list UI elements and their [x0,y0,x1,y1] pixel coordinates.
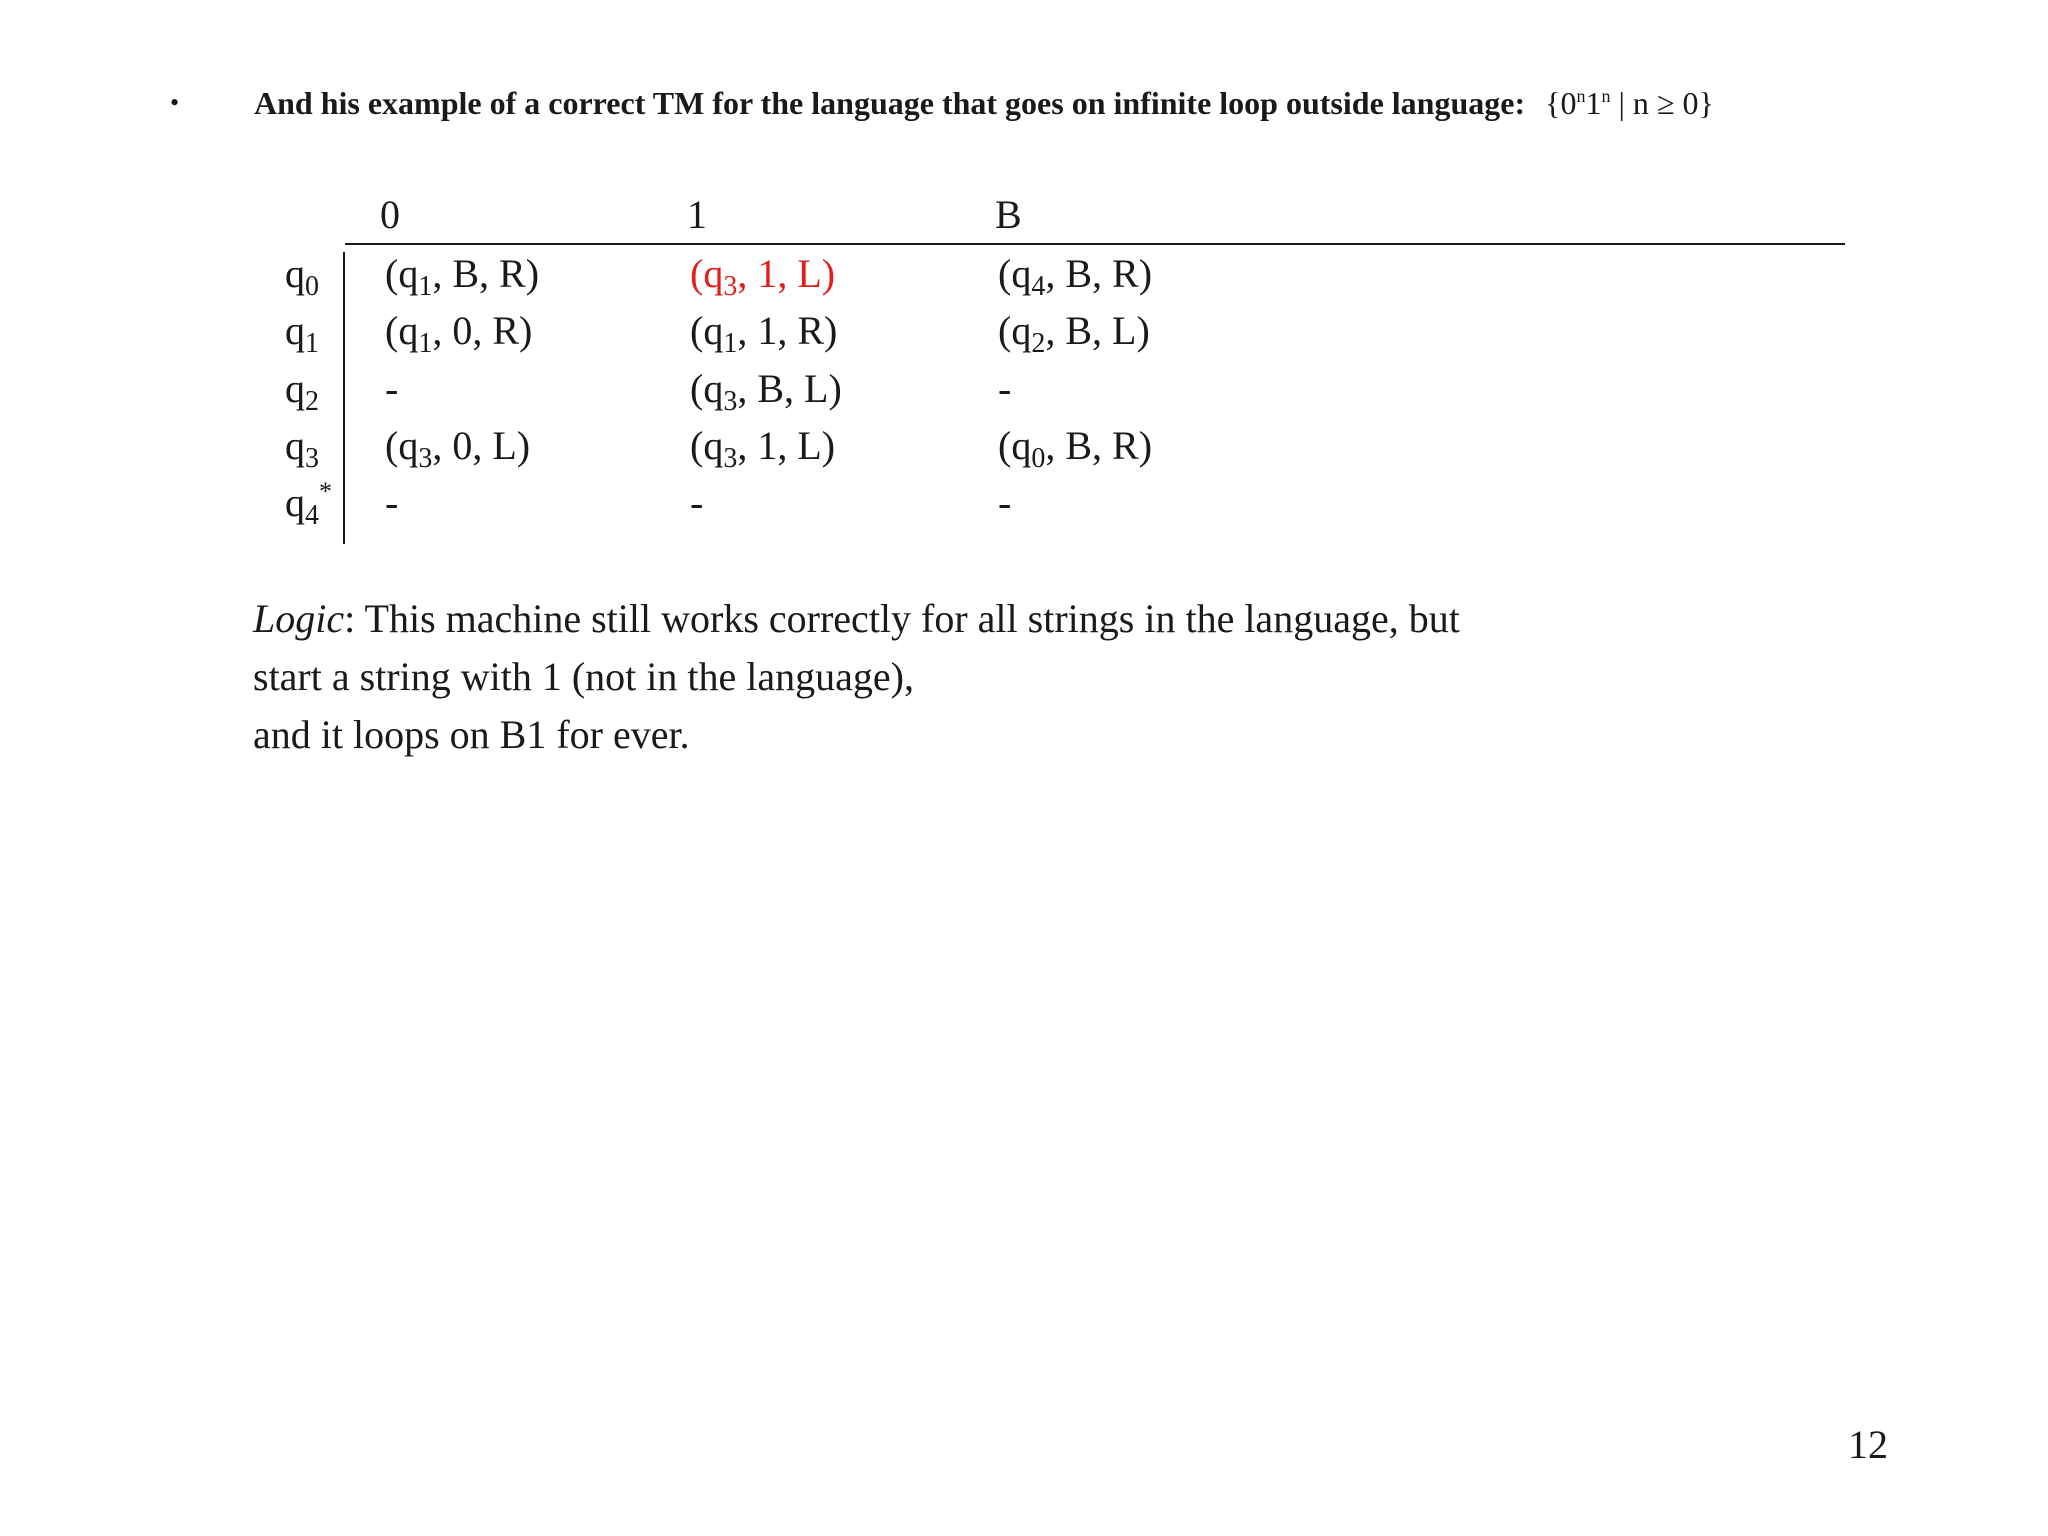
set-exponent-1: n [1576,86,1586,106]
cell-suffix: , 0, R) [432,308,533,353]
cell-suffix: , B, R) [1045,423,1153,468]
table-cell-0 [385,418,530,474]
table-cell-1 [690,361,842,417]
table-cell-b [998,246,1152,302]
state-base: q [285,251,305,296]
cell-dash: - [385,480,399,525]
set-mid: 1 [1585,85,1602,121]
table-cell-1 [690,475,703,531]
table-cell-1 [690,418,835,474]
state-label [285,303,337,359]
table-cell-0 [385,475,398,531]
cell-subscript: 0 [1031,443,1046,474]
cell-prefix: (q [998,308,1032,353]
cell-subscript: 3 [723,271,738,302]
cell-subscript: 2 [1031,328,1046,359]
cell-subscript: 4 [1031,271,1046,302]
bullet-marker: • [170,88,180,117]
cell-suffix: , B, R) [432,251,540,296]
logic-line-2: start a string with 1 (not in the language), [253,654,914,699]
state-label [285,361,337,417]
table-cell-1 [690,246,835,302]
state-subscript: 2 [305,386,319,417]
cell-suffix: , 1, R) [737,308,838,353]
cell-subscript: 1 [418,271,433,302]
state-superscript: * [319,477,332,506]
cell-prefix: (q [385,251,419,296]
logic-line-1-text: : This machine still works correctly for all strings in the language, but [344,596,1460,641]
logic-explanation [253,590,1653,764]
cell-prefix: (q [690,366,724,411]
logic-line-1 [253,590,1653,648]
cell-dash: - [690,480,704,525]
table-cell-1 [690,303,837,359]
state-label [285,246,337,302]
cell-suffix: , B, L) [1045,308,1150,353]
cell-suffix: , 1, L) [737,423,836,468]
state-subscript: 3 [305,443,319,474]
transition-table [0,0,2048,600]
cell-prefix: (q [690,423,724,468]
column-header-1: 1 [687,192,707,237]
state-base: q [285,423,305,468]
table-cell-b [998,303,1150,359]
cell-subscript: 3 [723,443,738,474]
cell-suffix: , B, L) [737,366,842,411]
state-subscript: 0 [305,271,319,302]
cell-prefix: (q [998,251,1032,296]
logic-line-3: and it loops on B1 for ever. [253,712,690,757]
logic-label: Logic [253,596,345,641]
cell-suffix: , B, R) [1045,251,1153,296]
cell-prefix: (q [690,251,724,296]
set-open: {0 [1545,85,1577,121]
cell-prefix: (q [690,308,724,353]
column-header-b: B [995,192,1022,237]
state-subscript: 1 [305,328,319,359]
table-cell-b [998,418,1152,474]
cell-prefix: (q [385,308,419,353]
cell-subscript: 3 [418,443,433,474]
table-cell-b [998,475,1011,531]
cell-subscript: 1 [723,328,738,359]
set-close: | n ≥ 0} [1610,85,1714,121]
state-base: q [285,480,305,525]
state-label [285,418,337,474]
table-cell-0 [385,246,539,302]
set-exponent-2: n [1601,86,1611,106]
table-cell-b [998,361,1011,417]
column-header-0: 0 [380,192,400,237]
header-divider [345,243,1845,245]
state-label [285,475,337,531]
cell-prefix: (q [385,423,419,468]
cell-suffix: , 0, L) [432,423,531,468]
state-base: q [285,308,305,353]
table-cell-0 [385,361,398,417]
table-cell-0 [385,303,532,359]
cell-subscript: 3 [723,386,738,417]
state-subscript: 4 [305,500,319,531]
state-base: q [285,366,305,411]
heading-label: And his example of a correct TM for the language that goes on infinite loop outside language: [254,85,1526,121]
cell-dash: - [998,480,1012,525]
cell-dash: - [385,366,399,411]
state-column-divider [343,252,345,544]
cell-subscript: 1 [418,328,433,359]
cell-suffix: , 1, L) [737,251,836,296]
page-number: 12 [1848,1422,1888,1467]
cell-dash: - [998,366,1012,411]
cell-prefix: (q [998,423,1032,468]
